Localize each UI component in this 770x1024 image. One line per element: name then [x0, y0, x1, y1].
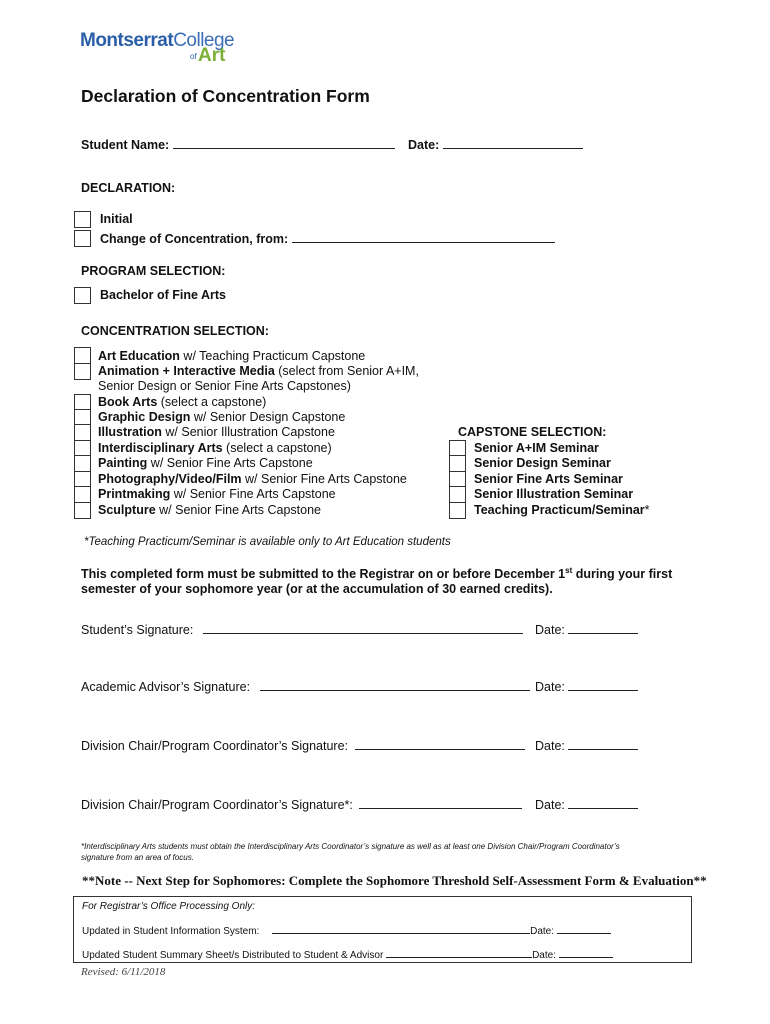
concentration-checkbox[interactable] — [74, 502, 91, 519]
concentration-detail: w/ Senior Design Capstone — [190, 410, 346, 424]
concentration-checkbox[interactable] — [74, 455, 91, 472]
capstone-label: Senior Design Seminar — [474, 456, 611, 470]
concentration-item — [98, 395, 266, 409]
sis-date-label: Date: — [530, 926, 555, 937]
concentration-detail: w/ Senior Fine Arts Capstone — [147, 456, 313, 470]
bfa-label: Bachelor of Fine Arts — [100, 288, 226, 302]
capstone-checkbox[interactable] — [449, 455, 466, 472]
signature-date-field[interactable] — [568, 738, 638, 750]
signature-label: Division Chair/Program Coordinator’s Signature*: — [81, 798, 353, 812]
initial-checkbox[interactable] — [74, 211, 91, 228]
concentration-checkbox[interactable] — [74, 363, 91, 380]
summary-date-label: Date: — [532, 950, 556, 961]
signature-date-row — [535, 679, 638, 694]
form-title: Declaration of Concentration Form — [81, 86, 370, 106]
capstone-checkbox[interactable] — [449, 502, 466, 519]
next-step-note: **Note -- Next Step for Sophomores: Complete the Sophomore Threshold Self-Assessment Form & Evaluation** — [82, 873, 707, 888]
capstone-heading: CAPSTONE SELECTION: — [458, 425, 607, 439]
capstone-item — [474, 472, 623, 486]
interdisciplinary-footnote — [81, 841, 620, 863]
concentration-name: Book Arts — [98, 395, 158, 409]
concentration-checkbox[interactable] — [74, 424, 91, 441]
header-date-field[interactable] — [443, 137, 583, 149]
student-name-row — [81, 137, 395, 152]
concentration-item — [98, 487, 336, 501]
concentration-item — [98, 410, 345, 424]
registrar-box — [73, 896, 692, 963]
bfa-checkbox[interactable] — [74, 287, 91, 304]
concentration-detail: (select a capstone) — [157, 395, 267, 409]
notice-line2: semester of your sophomore year (or at the accumulation of 30 earned credits). — [81, 582, 553, 597]
declaration-heading: DECLARATION: — [81, 181, 176, 195]
footnote-line1: *Interdisciplinary Arts students must obtain the Interdisciplinary Arts Coordinator’s signature as well as at least one Division Chair/Program Coordinator’s — [81, 842, 620, 851]
sis-label: Updated in Student Information System: — [82, 926, 260, 937]
revised-date: Revised: 6/11/2018 — [81, 966, 166, 978]
concentration-checkbox[interactable] — [74, 347, 91, 364]
capstone-label: Senior Illustration Seminar — [474, 487, 634, 501]
concentration-detail: (select a capstone) — [222, 441, 332, 455]
logo-art-text: Art — [198, 45, 226, 66]
footnote-line2: signature from an area of focus. — [81, 853, 194, 862]
chair-signature-row — [81, 738, 525, 753]
notice-sup: st — [565, 566, 573, 575]
concentration-heading: CONCENTRATION SELECTION: — [81, 324, 269, 338]
concentration-item — [98, 472, 407, 486]
logo-college-text: College — [173, 30, 235, 51]
signature-date-row — [535, 797, 638, 812]
concentration-detail: w/ Senior Fine Arts Capstone — [155, 503, 322, 517]
signature-label: Student’s Signature: — [81, 623, 194, 637]
signature-date-label: Date: — [535, 623, 565, 637]
student-signature-field[interactable] — [203, 622, 523, 634]
concentration-item — [98, 503, 321, 517]
concentration-detail: w/ Senior Fine Arts Capstone — [170, 487, 336, 501]
capstone-item — [474, 503, 650, 517]
concentration-detail: w/ Senior Fine Arts Capstone — [241, 472, 407, 486]
sis-field[interactable] — [272, 924, 530, 934]
advisor-signature-row — [81, 679, 530, 694]
concentration-name: Interdisciplinary Arts — [98, 441, 223, 455]
concentration-name: Graphic Design — [98, 410, 191, 424]
summary-row — [82, 948, 613, 961]
signature-label: Division Chair/Program Coordinator’s Signature: — [81, 739, 349, 753]
capstone-label: Senior A+IM Seminar — [474, 441, 599, 455]
concentration-name: Art Education — [98, 349, 180, 363]
change-checkbox[interactable] — [74, 230, 91, 247]
change-row — [100, 231, 555, 246]
capstone-item — [474, 487, 633, 501]
capstone-item — [474, 441, 599, 455]
program-heading: PROGRAM SELECTION: — [81, 264, 226, 278]
concentration-item — [98, 349, 365, 363]
concentration-detail-line2: Senior Design or Senior Fine Arts Capstones) — [98, 379, 351, 393]
capstone-label: Teaching Practicum/Seminar — [474, 503, 645, 517]
concentration-name: Sculpture — [98, 503, 156, 517]
concentration-name: Painting — [98, 456, 148, 470]
advisor-signature-field[interactable] — [260, 679, 530, 691]
sis-date-field[interactable] — [557, 924, 611, 934]
capstone-item — [474, 456, 611, 470]
concentration-name: Illustration — [98, 425, 162, 439]
change-from-field[interactable] — [292, 231, 555, 243]
logo-montserrat-text: Montserrat — [80, 30, 174, 51]
concentration-item — [98, 456, 313, 470]
notice-part1: This completed form must be submitted to the Registrar on or before December 1 — [81, 567, 566, 582]
signature-date-row — [535, 622, 638, 637]
concentration-checkbox[interactable] — [74, 486, 91, 503]
capstone-label: Senior Fine Arts Seminar — [474, 472, 623, 486]
signature-date-field[interactable] — [568, 797, 638, 809]
concentration-name: Printmaking — [98, 487, 171, 501]
signature-date-label: Date: — [535, 680, 565, 694]
chair2-signature-field[interactable] — [359, 797, 522, 809]
concentration-name: Photography/Video/Film — [98, 472, 242, 486]
signature-date-field[interactable] — [568, 622, 638, 634]
student-signature-row — [81, 622, 523, 637]
header-date-label: Date: — [408, 138, 440, 152]
concentration-detail: (select from Senior A+IM, — [274, 364, 419, 378]
concentration-detail: w/ Teaching Practicum Capstone — [179, 349, 366, 363]
logo-of-text: of — [190, 52, 197, 61]
chair-signature-field[interactable] — [355, 738, 525, 750]
summary-field[interactable] — [386, 948, 532, 958]
concentration-item — [98, 441, 332, 455]
signature-date-field[interactable] — [568, 679, 638, 691]
capstone-checkbox[interactable] — [449, 486, 466, 503]
submission-notice — [81, 563, 672, 597]
notice-part2: during your first — [572, 567, 673, 582]
student-name-field[interactable] — [173, 137, 395, 149]
concentration-name: Animation + Interactive Media — [98, 364, 275, 378]
student-name-label: Student Name: — [81, 138, 170, 152]
capstone-asterisk: * — [644, 503, 650, 517]
summary-label: Updated Student Summary Sheet/s Distributed to Student & Advisor — [82, 950, 384, 961]
signature-date-label: Date: — [535, 798, 565, 812]
concentration-item — [98, 364, 419, 378]
header-date-row — [408, 137, 583, 152]
signature-date-label: Date: — [535, 739, 565, 753]
signature-label: Academic Advisor’s Signature: — [81, 680, 251, 694]
initial-label: Initial — [100, 212, 133, 226]
summary-date-field[interactable] — [559, 948, 613, 958]
signature-date-row — [535, 738, 638, 753]
sis-row — [82, 924, 611, 937]
chair2-signature-row — [81, 797, 522, 812]
concentration-item — [98, 425, 335, 439]
concentration-detail: w/ Senior Illustration Capstone — [161, 425, 335, 439]
practicum-note: *Teaching Practicum/Seminar is available only to Art Education students — [84, 536, 451, 548]
registrar-heading: For Registrar’s Office Processing Only: — [82, 901, 256, 912]
change-label: Change of Concentration, from: — [100, 232, 289, 246]
